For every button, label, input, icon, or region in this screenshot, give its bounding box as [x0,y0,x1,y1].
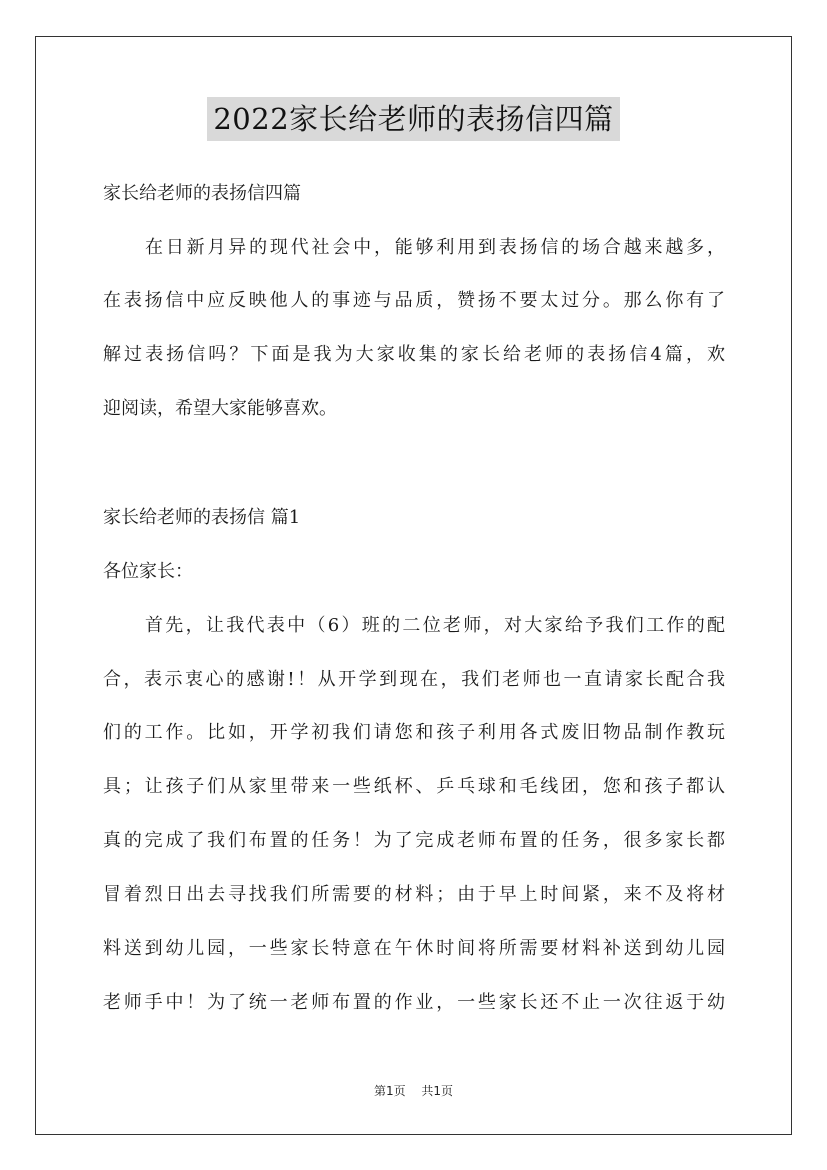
body-line: 首先，让我代表中（6）班的二位老师，对大家给予我们工作的配 [145,615,725,636]
body-line: 料送到幼儿园，一些家长特意在午休时间将所需要材料补送到幼儿园 [103,938,725,959]
body-line: 们的工作。比如，开学初我们请您和孩子利用各式废旧物品制作教玩 [103,722,725,743]
body-line: 具；让孩子们从家里带来一些纸杯、乒乓球和毛线团，您和孩子都认 [103,776,725,797]
page-footer [0,1083,827,1099]
subtitle: 家长给老师的表扬信四篇 [103,183,301,204]
intro-line: 解过表扬信吗？下面是我为大家收集的家长给老师的表扬信4篇，欢 [103,344,725,365]
intro-line: 在表扬信中应反映他人的事迹与品质，赞扬不要太过分。那么你有了 [103,290,725,311]
intro-line: 在日新月异的现代社会中，能够利用到表扬信的场合越来越多， [145,237,725,258]
body-line: 真的完成了我们布置的任务！为了完成老师布置的任务，很多家长都 [103,830,725,851]
intro-line: 迎阅读，希望大家能够喜欢。 [103,398,337,419]
body-line: 合，表示衷心的感谢!！从开学到现在，我们老师也一直请家长配合我 [103,669,725,690]
section-heading: 家长给老师的表扬信 篇1 [103,507,301,528]
body-line: 冒着烈日出去寻找我们所需要的材料；由于早上时间紧，来不及将材 [103,884,725,905]
title-container [0,97,827,141]
document-title: 2022家长给老师的表扬信四篇 [207,97,619,141]
salutation: 各位家长： [103,561,193,582]
page-total: 共1页 [421,1084,454,1098]
page-number: 第1页 [373,1084,406,1098]
body-line: 老师手中！为了统一老师布置的作业，一些家长还不止一次往返于幼 [103,992,725,1013]
